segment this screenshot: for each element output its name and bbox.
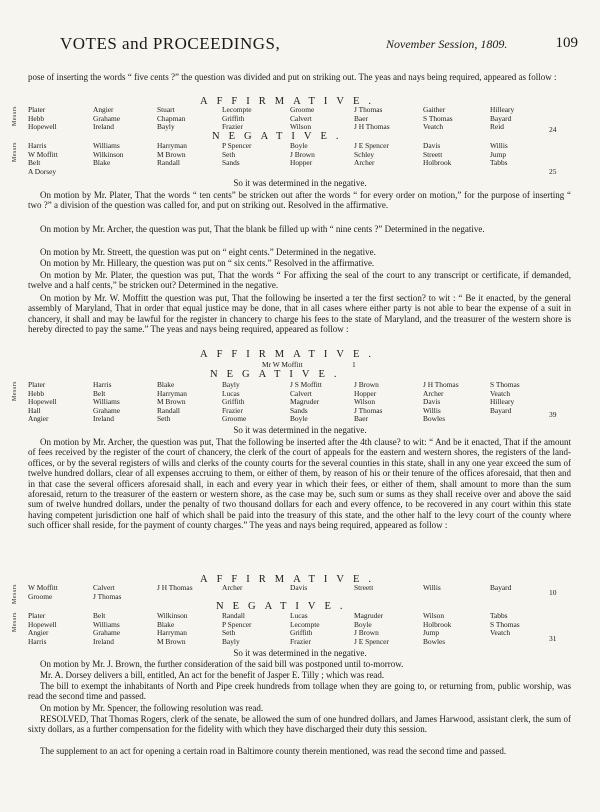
member-name: Grahame — [93, 113, 121, 123]
member-name: Randall — [222, 611, 245, 620]
member-column — [423, 584, 441, 593]
member-name: Bayly — [157, 122, 175, 132]
member-name: M Brown — [157, 149, 186, 159]
member-name: Harris — [28, 141, 47, 150]
member-name: Angier — [93, 105, 114, 114]
page-number: 109 — [555, 35, 578, 51]
member-name: Bayard — [490, 583, 512, 592]
negative-heading: NEGATIVE. — [210, 369, 346, 380]
member-column — [93, 612, 120, 646]
member-name: Plater — [28, 380, 46, 389]
member-name: Holbrook — [423, 619, 452, 629]
member-column — [490, 106, 514, 132]
member-name: Harryman — [157, 388, 187, 398]
member-column — [354, 381, 382, 424]
member-column — [28, 381, 57, 424]
running-title: VOTES and PROCEEDINGS, — [60, 34, 281, 53]
member-name: Veatch — [423, 122, 444, 132]
member-name: Groome — [290, 105, 315, 114]
member-name: Stuart — [157, 105, 175, 114]
member-name: Calvert — [290, 388, 312, 398]
member-name: Archer — [354, 158, 375, 168]
member-name: Harris — [93, 380, 112, 389]
member-name: J Brown — [290, 149, 315, 159]
negative-total: 39 — [549, 410, 557, 419]
affirmative-total: 24 — [549, 125, 557, 134]
member-column — [290, 612, 320, 646]
member-name: M Brown — [157, 636, 186, 646]
member-name: J Brown — [354, 380, 379, 389]
member-name: Boyle — [290, 414, 308, 424]
member-column — [28, 584, 58, 601]
member-name: Angier — [28, 628, 49, 638]
member-name: Bayly — [222, 636, 240, 646]
member-name: J E Spencer — [354, 141, 389, 150]
member-name: Sands — [290, 405, 308, 415]
paragraph: Mr. A. Dorsey delivers a bill, entitled, An act for the benefit of Jasper E. Tilly ; which was read. — [40, 670, 385, 680]
member-name: Davis — [290, 583, 308, 592]
member-name: Schley — [354, 149, 375, 159]
member-name: Bayard — [490, 113, 512, 123]
member-name: P Spencer — [222, 619, 252, 629]
member-name: Bayard — [490, 405, 512, 415]
paragraph: On motion by Mr. Spencer, the following resolution was read. — [40, 703, 264, 713]
member-name: Seth — [157, 414, 171, 424]
member-name: Calvert — [93, 583, 115, 592]
member-name: Groome — [222, 414, 247, 424]
member-name: J S Moffitt — [290, 380, 322, 389]
member-name: Belt — [93, 611, 106, 620]
member-name: Hopewell — [28, 122, 57, 132]
member-column — [290, 381, 322, 424]
member-name: Bowles — [423, 636, 446, 646]
member-name: Veatch — [490, 388, 511, 398]
vote-result: So it was determined in the negative. — [233, 425, 367, 435]
members-label: Messrs — [12, 612, 18, 633]
member-column — [354, 584, 373, 593]
member-column — [490, 612, 520, 638]
affirmative-total: 10 — [549, 588, 557, 597]
members-label: Messrs — [12, 381, 18, 402]
member-column — [354, 142, 389, 168]
member-name: Hopper — [354, 388, 377, 398]
member-name: P Spencer — [222, 141, 252, 150]
member-name: J H Thomas — [354, 122, 390, 132]
affirmative-heading: AFFIRMATIVE. — [200, 349, 381, 360]
vote-result: So it was determined in the negative. — [233, 178, 367, 188]
member-name: Ireland — [93, 122, 114, 132]
member-name: Archer — [423, 388, 444, 398]
member-name: S Thomas — [490, 380, 520, 389]
member-name: Lecompte — [222, 105, 252, 114]
paragraph: On motion by Mr. Archer, the question was put, That the blank be filled up with “ nine cents ?” Determined in the negative. — [40, 224, 485, 234]
member-name: W Moffitt — [28, 583, 58, 592]
member-name: Harris — [28, 636, 47, 646]
negative-total: 25 — [549, 167, 557, 176]
member-name: Ireland — [93, 414, 114, 424]
member-name: Wilson — [290, 122, 312, 132]
paragraph: On motion by Mr. W. Moffitt the question was put, That the following be inserted a ter the first section? to wit : “ Be it enacted, by the general assembly of Maryland, That in order that equal justice may be done, that in all cases where either party is not able to bear the expense of a suit in chancery, it shall and may be lawful for the register in chancery to charge his fees to the state of Maryland, and the treasurer of the western shore is hereby directed to pay the same.” The yeas and nays being required, appeared as follow : — [28, 293, 571, 335]
member-name: Wilkinson — [157, 611, 188, 620]
member-column — [222, 381, 246, 424]
member-column — [222, 106, 252, 132]
member-column — [28, 612, 57, 646]
member-name: Lucas — [290, 611, 308, 620]
member-name: Wilkinson — [93, 149, 124, 159]
vote-result: So it was determined in the negative. — [233, 648, 367, 658]
member-name: S Thomas — [490, 619, 520, 629]
member-name: Belt — [28, 158, 41, 168]
member-column — [423, 381, 459, 424]
member-name: Hopewell — [28, 619, 57, 629]
session-label: November Session, 1809. — [386, 37, 508, 51]
member-name: J Thomas — [354, 105, 383, 114]
member-name: Hopewell — [28, 397, 57, 407]
member-name: M Brown — [157, 397, 186, 407]
member-name: Jump — [423, 628, 440, 638]
member-name: Wilson — [354, 397, 376, 407]
affirmative-heading: AFFIRMATIVE. — [200, 574, 381, 585]
paragraph: The supplement to an act for opening a certain road in Baltimore county therein mentioned, was read the second time and passed. — [40, 746, 507, 756]
member-column — [93, 381, 120, 424]
member-name: Bayly — [222, 380, 240, 389]
member-name: Hopper — [290, 158, 313, 168]
member-name: Hilleary — [490, 105, 515, 114]
member-name: Angier — [28, 414, 49, 424]
member-column — [93, 142, 124, 168]
member-name: Grahame — [93, 405, 121, 415]
affirmative-member: Mr W Moffitt — [262, 360, 303, 369]
member-column — [157, 612, 188, 646]
member-name: J H Thomas — [157, 583, 193, 592]
member-name: Plater — [28, 105, 46, 114]
member-column — [490, 142, 508, 168]
member-column — [93, 584, 121, 601]
member-name: Willis — [490, 141, 508, 150]
member-name: Frazier — [290, 636, 311, 646]
member-column — [28, 142, 58, 176]
paragraph: The bill to exempt the inhabitants of North and Pipe creek hundreds from tollage when they are going to, or returning from, public worship, was read the second time and passed. — [28, 681, 571, 702]
member-name: Jump — [490, 149, 507, 159]
member-name: Lecompte — [290, 619, 320, 629]
member-name: Magruder — [290, 397, 320, 407]
member-column — [290, 142, 315, 168]
negative-total: 31 — [549, 634, 557, 643]
paragraph: On motion by Mr. Plater, That the words “ ten cents” be stricken out after the words “ for every order on motion,” for the purpose of inserting “ two ?” a division of the question was called for, and put on striking out. Resolved in the affirmative. — [28, 190, 571, 211]
paragraph: RESOLVED, That Thomas Rogers, clerk of the senate, be allowed the sum of one hundred dollars, and James Harwood, assistant clerk, the sum of sixty dollars, as a further compensation for the fidelity with which they have discharged their duty this session. — [28, 714, 571, 735]
member-name: Frazier — [222, 122, 243, 132]
member-name: Randall — [157, 158, 180, 168]
member-column — [157, 381, 187, 424]
member-column — [423, 142, 451, 168]
member-name: Belt — [93, 388, 106, 398]
member-column — [354, 106, 390, 132]
member-name: Willis — [423, 405, 441, 415]
member-name: W Moffitt — [28, 149, 58, 159]
member-column — [490, 381, 520, 415]
member-column — [423, 106, 453, 132]
member-name: S Thomas — [423, 113, 453, 123]
member-column — [157, 142, 187, 168]
member-name: Magruder — [354, 611, 384, 620]
member-column — [354, 612, 389, 646]
negative-heading: NEGATIVE. — [216, 601, 352, 612]
members-label: Messrs — [12, 142, 18, 163]
member-name: Williams — [93, 397, 120, 407]
member-column — [222, 142, 252, 168]
member-name: Griffith — [222, 113, 245, 123]
member-column — [222, 584, 243, 593]
member-name: Groome — [28, 591, 53, 601]
members-label: Messrs — [12, 106, 18, 127]
member-name: Blake — [157, 619, 175, 629]
member-name: Harryman — [157, 628, 187, 638]
member-name: Hebb — [28, 113, 45, 123]
member-name: Frazier — [222, 405, 243, 415]
member-name: Plater — [28, 611, 46, 620]
paragraph: pose of inserting the words “ five cents ?” the question was divided and put on striking out. The yeas and nays being required, appeared as follow : — [28, 72, 557, 82]
member-column — [490, 584, 511, 593]
member-name: J Brown — [354, 628, 379, 638]
member-name: Baer — [354, 414, 368, 424]
member-name: Archer — [222, 583, 243, 592]
member-name: Grahame — [93, 628, 121, 638]
member-name: Blake — [157, 380, 175, 389]
page-header — [30, 34, 578, 56]
member-name: Seth — [222, 628, 236, 638]
affirmative-total: 1 — [352, 360, 356, 369]
paragraph: On motion by Mr. Plater, the question was put, That the words “ For affixing the seal of the court to any transcript or certificate, if demanded, twelve and a half cents,” be stricken out? Determined in the negative. — [28, 270, 571, 291]
member-name: Bowles — [423, 414, 446, 424]
paragraph: On motion by Mr. Streett, the question was put on “ eight cents.” Determined in the negative. — [40, 247, 376, 257]
member-column — [290, 106, 314, 132]
member-name: Baer — [354, 113, 368, 123]
paragraph: On motion by Mr. J. Brown, the further consideration of the said bill was postponed until to-morrow. — [40, 659, 404, 669]
member-name: Randall — [157, 405, 180, 415]
member-name: Wilson — [423, 611, 445, 620]
paragraph: On motion by Mr. Archer, the question was put, That the following be inserted after the 4th clause? to wit: “ And be it enacted, That if the amount of fees received by the register of the court of chancery, the clerk of the court of appeals for the eastern and western shores, the registers of the land-offices, or by the several registers of wills and clerks of the county courts for the several counties in this state, shall in any one year exceed the sum of twelve hundred dollars, clear of all expenses accruing to them, or either of them, by reason of his or their tenure of the offices aforesaid, that then and in that case the several officers aforesaid shall, in each and every year in which their fees, or either of them, shall amount to more than the sum aforesaid, return to the treasurer of the eastern or western shore, as the case may be, such sum or sums as they shall receive over and above the said sum of twelve hundred dollars, under the penalty of two thousand dollars for each and every offence, to be recovered in any court within this state having competent jurisdiction one half of which shall be paid into the treasury of this state, and the other half to the levy court of the county where such officer shall reside, for the payment of county charges.” The yeas and nays being required, appeared as follow : — [28, 437, 571, 531]
member-name: Williams — [93, 619, 120, 629]
member-column — [28, 106, 57, 132]
member-name: Streett — [423, 149, 443, 159]
member-name: Williams — [93, 141, 120, 150]
member-name: Sands — [222, 158, 240, 168]
member-name: Davis — [423, 141, 441, 150]
paragraph: On motion by Mr. Hilleary, the question was put on “ six cents.” Resolved in the affirmative. — [40, 258, 375, 268]
member-name: Chapman — [157, 113, 186, 123]
member-name: Veatch — [490, 628, 511, 638]
member-name: Boyle — [290, 141, 308, 150]
member-column — [157, 584, 193, 593]
member-column — [423, 612, 451, 646]
member-name: J E Spencer — [354, 636, 389, 646]
member-column — [222, 612, 252, 646]
member-name: Hilleary — [490, 397, 515, 407]
member-column — [290, 584, 307, 593]
member-name: Calvert — [290, 113, 312, 123]
member-name: Tabbs — [490, 611, 508, 620]
member-name: J H Thomas — [423, 380, 459, 389]
member-name: Tabbs — [490, 158, 508, 168]
member-name: Griffith — [290, 628, 313, 638]
member-name: Boyle — [354, 619, 372, 629]
member-column — [93, 106, 120, 132]
member-name: Ireland — [93, 636, 114, 646]
member-name: Holbrook — [423, 158, 452, 168]
member-name: Lucas — [222, 388, 240, 398]
member-name: Davis — [423, 397, 441, 407]
member-column — [157, 106, 185, 132]
negative-heading: NEGATIVE. — [212, 131, 348, 142]
member-name: J Thomas — [93, 591, 122, 601]
member-name: J Thomas — [354, 405, 383, 415]
members-label: Messrs — [12, 584, 18, 605]
member-name: Reid — [490, 122, 504, 132]
member-name: A Dorsey — [28, 166, 57, 176]
member-name: Hebb — [28, 388, 45, 398]
member-name: Harryman — [157, 141, 187, 150]
member-name: Willis — [423, 583, 441, 592]
member-name: Hall — [28, 405, 41, 415]
member-name: Blake — [93, 158, 111, 168]
affirmative-heading: AFFIRMATIVE. — [200, 96, 381, 107]
member-name: Seth — [222, 149, 236, 159]
member-name: Streett — [354, 583, 374, 592]
member-name: Gaither — [423, 105, 446, 114]
member-name: Griffith — [222, 397, 245, 407]
